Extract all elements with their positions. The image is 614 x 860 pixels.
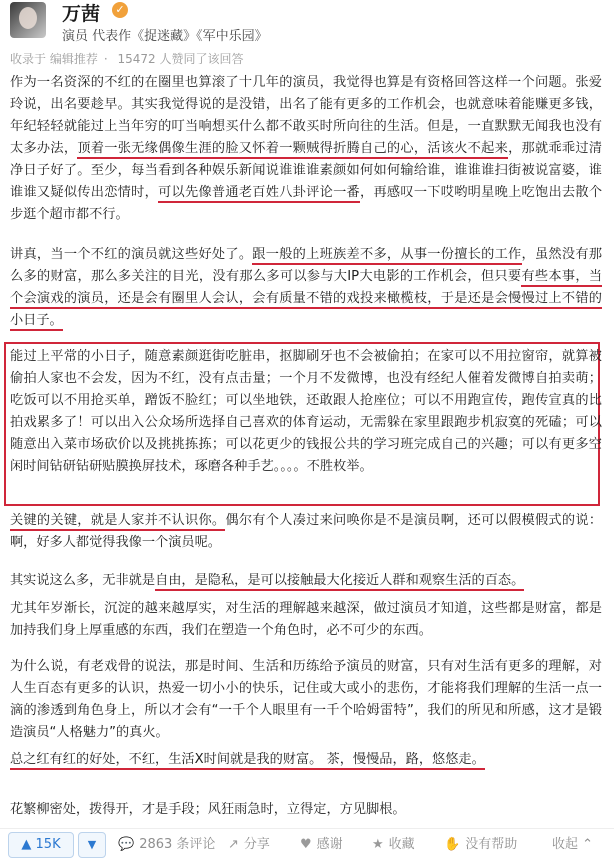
paragraph-5: 其实说这么多，无非就是自由，是隐私，是可以接触最大化接近人群和观察生活的百态。	[10, 570, 524, 592]
meta-separator: ·	[103, 52, 108, 66]
thanks-button[interactable]: ♥ 感谢	[300, 829, 343, 860]
underline-highlight: 可以先像普通老百姓八卦评论一番	[158, 185, 360, 203]
collected-label[interactable]: 收录于 编辑推荐	[10, 52, 98, 66]
star-icon: ★	[372, 837, 384, 852]
comments-button[interactable]: 💬 2863 条评论	[118, 829, 215, 860]
underline-highlight: 跟一般的上班族差不多，从事一份擅长的工作	[252, 247, 521, 265]
downvote-button[interactable]	[78, 832, 106, 858]
paragraph-2: 讲真，当一个不红的演员就这些好处了。跟一般的上班族差不多，从事一份擅长的工作，虽然没有那么多的财富，那么多关注的目光，没有那么多可以参与大IP大电影的工作机会，但只要有些本事，当个会演戏的演员，还是会有圈里人会认，会有质量不错的戏投来橄榄枝，于是还是会慢慢过上不错的小日子。	[10, 244, 602, 332]
verified-badge-icon: ✓	[112, 2, 128, 18]
comment-icon: 💬	[118, 837, 135, 852]
share-icon: ↗	[228, 837, 239, 852]
downvote-icon: ▼	[87, 838, 97, 851]
paragraph-4: 关键的关键，就是人家并不认识你。偶尔有个人凑过来问唤你是不是演员啊，还可以假模假式的说：啊，好多人都觉得我像一个演员呢。	[10, 513, 603, 550]
author-avatar[interactable]	[10, 2, 46, 38]
author-name[interactable]: 万茜	[62, 3, 101, 25]
answer-header	[0, 0, 614, 66]
paragraph-8	[10, 749, 485, 771]
collapse-button[interactable]: 收起 ⌃	[552, 837, 594, 852]
heart-icon: ♥	[300, 837, 312, 852]
underline-highlight: 自由，是隐私，是可以接触最大化接近人群和观察生活的百态。	[155, 573, 524, 591]
chevron-up-icon: ⌃	[582, 837, 594, 852]
thumbs-down-icon: ✋	[444, 837, 461, 852]
paragraph-6: 尤其年岁渐长，沉淀的越来越厚实，对生活的理解越来越深，做过演员才知道，这些都是财富，都是加持我们身上厚重感的东西，我们在塑造一个角色时，必不可少的东西。	[10, 601, 602, 638]
paragraph-7: 为什么说，有老戏骨的说法，那是时间、生活和历练给予演员的财富，只有对生活有更多的理解，对人生百态有更多的认识，热爱一切小小的快乐，记住或大或小的悲伤，才能将我们理解的生活一点一滴的渗透到角色身上，所以才会有“一千个人眼里有一千个哈姆雷特”，我们的所见和所感，这才是锻造演员“人格魅力”的真火。	[10, 659, 602, 740]
upvote-icon: ▲	[21, 837, 36, 852]
paragraph-3: 能过上平常的小日子，随意素颜逛街吃脏串，抠脚刷牙也不会被偷拍；在家可以不用拉窗帘，就算被偷拍人家也不会发，因为不红，没有点击量；一个月不发微博，也没有经纪人催着发微博自拍卖萌；吃饭可以不用抢买单，蹭饭不脸红；可以坐地铁，还敢跟人抢座位；可以不用跑宣传，跑传宣真的比拍戏累多了！可以出入公众场所选择自己喜欢的体育运动，无需躲在家里跟跑步机寂寞的死磕；可以随意出入菜市场砍价以及挑挑拣拣；可以花更少的钱报公共的学习班完成自己的兴趣；可以有更多空闲时间钻研钻研贴膜换屏技术，琢磨各种手艺。。。。不胜枚举。	[10, 349, 602, 474]
underline-highlight: 有些本事，当个会演戏的演员，还是会有圈里人会认，会有质量不错的戏投来橄榄枝，于是还是会慢慢过上不错的小日子。	[10, 269, 602, 331]
action-bar	[0, 828, 614, 860]
underline-highlight: 顶着一张无缘偶像生涯的脸又怀着一颗贼得折腾自己的心，活该火不起来	[77, 141, 508, 159]
vote-count-text[interactable]: 15472 人赞同了该回答	[117, 52, 244, 66]
underline-highlight: 关键的关键，就是人家并不认识你。	[10, 513, 225, 531]
upvote-button[interactable]: ▲ 15K	[8, 832, 74, 858]
paragraph-9: 花繁柳密处，拨得开，才是手段；风狂雨急时，立得定，方见脚根。	[10, 802, 406, 817]
paragraph-1: 作为一名资深的不红的在圈里也算滚了十几年的演员，我觉得也算是有资格回答这样一个问题。张爱玲说，出名要趁早。其实我觉得说的是没错，出名了能有更多的工作机会，也就意味着能赚更多钱，年纪轻轻就能过上当年穷的叮当响想买什么都不敢买时所向往的生活。但是，一直默默无闻我也没有太多办法，顶着一张无缘偶像生涯的脸又怀着一颗贼得折腾自己的心，活该火不起来，那就乖乖过清净日子好了。至少，每当看到各种娱乐新闻说谁谁谁素颜如何如何输给谁，谁谁谁扫街被说富婆，谁谁谁又疑似传出恋情时，可以先像普通老百姓八卦评论一番，再感叹一下哎哟明星晚上吃饱出去散个步逛个超市都不行。	[10, 75, 603, 222]
underline-highlight: 总之红有红的好处，不红，生活X时间就是我的财富。 茶，慢慢品，路，悠悠走。	[10, 752, 485, 770]
collect-button[interactable]: ★ 收藏	[372, 829, 415, 860]
answer-meta	[10, 50, 249, 67]
author-bio: 演员 代表作《捉迷藏》《军中乐园》	[62, 29, 268, 44]
not-helpful-button[interactable]: ✋ 没有帮助	[444, 829, 517, 860]
share-button[interactable]: ↗ 分享	[228, 829, 270, 860]
